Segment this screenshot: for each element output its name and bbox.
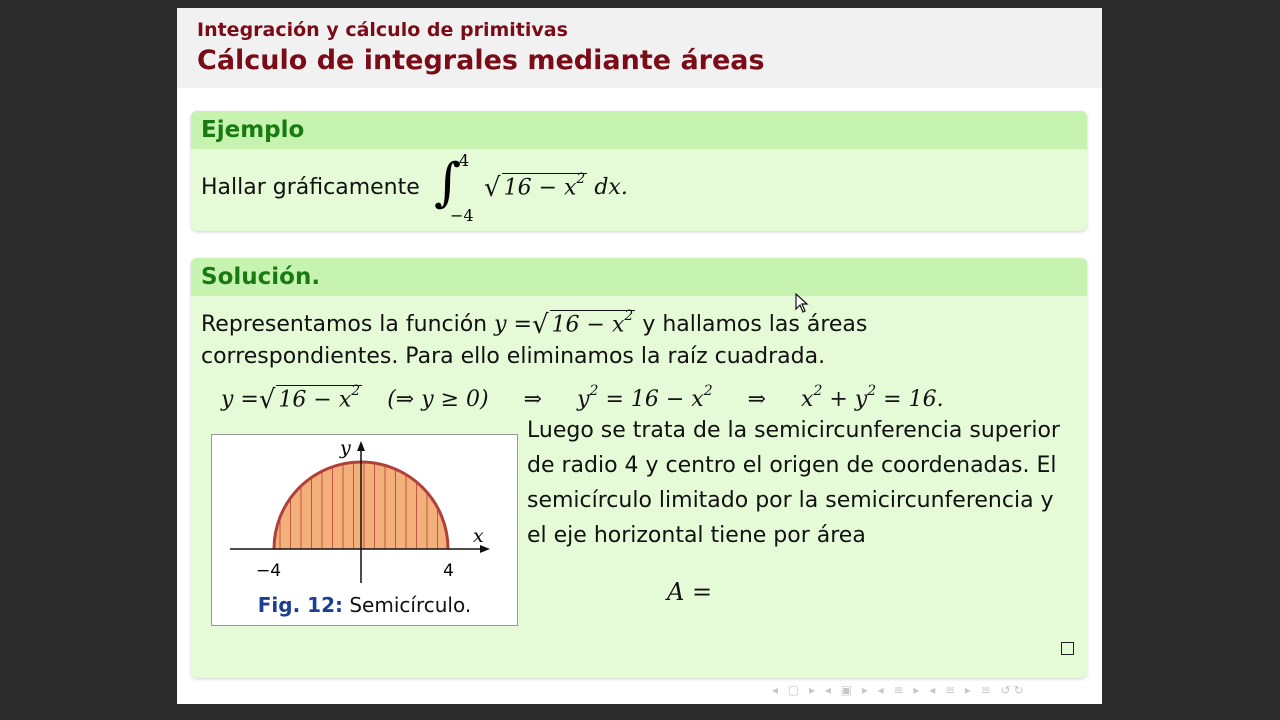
figure-caption-text: Semicírculo. — [349, 593, 472, 617]
qed-square-icon — [1061, 642, 1074, 655]
area-equation: A = — [667, 578, 713, 606]
differential: dx. — [594, 175, 628, 200]
integral-upper-limit: 4 — [459, 151, 470, 170]
example-header — [191, 111, 1087, 149]
slide — [177, 8, 1102, 704]
paragraph-line-4: el eje horizontal tiene por área — [527, 523, 866, 548]
integral-sign: ∫ — [434, 153, 462, 213]
slide-title: Cálculo de integrales mediante áreas — [197, 45, 765, 76]
equation-chain: y =√ $16 - x^2$ (⇒ y ≥ 0) ⇒ $y^2 = 16 - x^2$ ⇒ $x^2 + y^2 = 16$. — [221, 382, 944, 415]
tick-label-left: −4 — [256, 561, 282, 581]
slide-header — [177, 8, 1102, 88]
integral-expression — [434, 151, 674, 225]
mouse-pointer-icon — [795, 293, 809, 313]
solution-heading: Solución. — [201, 264, 321, 290]
example-block — [191, 111, 1087, 231]
solution-line-2: correspondientes. Para ello eliminamos la raíz cuadrada. — [201, 344, 826, 369]
tick-label-right: 4 — [443, 561, 454, 581]
figure-caption — [212, 593, 517, 617]
integrand: √ $16 - x^2$ dx. — [484, 170, 628, 203]
paragraph-line-3: semicírculo limitado por la semicircunferencia y — [527, 488, 1054, 513]
y-axis-arrow — [357, 441, 365, 451]
y-axis-label: y — [340, 437, 351, 459]
figure-caption-label: Fig. 12: — [257, 593, 343, 617]
example-text: Hallar gráficamente — [201, 175, 420, 200]
semicircle-figure — [211, 434, 518, 626]
example-heading: Ejemplo — [201, 117, 305, 143]
semicircle-plot — [212, 435, 517, 595]
x-axis-label: x — [473, 525, 484, 547]
solution-header — [191, 258, 1087, 296]
solution-line-1: Representamos la función y =√ $16 - x^2$ y hallamos las áreas — [201, 307, 868, 340]
section-subtitle: Integración y cálculo de primitivas — [197, 19, 568, 41]
paragraph-line-2: de radio 4 y centro el origen de coordenadas. El — [527, 453, 1057, 478]
integral-lower-limit: −4 — [450, 206, 474, 225]
paragraph-line-1: Luego se trata de la semicircunferencia superior — [527, 418, 1060, 443]
beamer-navigation-bar[interactable]: ◂ ▢ ▸ ◂ ▣ ▸ ◂ ≡ ▸ ◂ ≡ ▸ ≡ ↺↻ — [772, 683, 1027, 697]
